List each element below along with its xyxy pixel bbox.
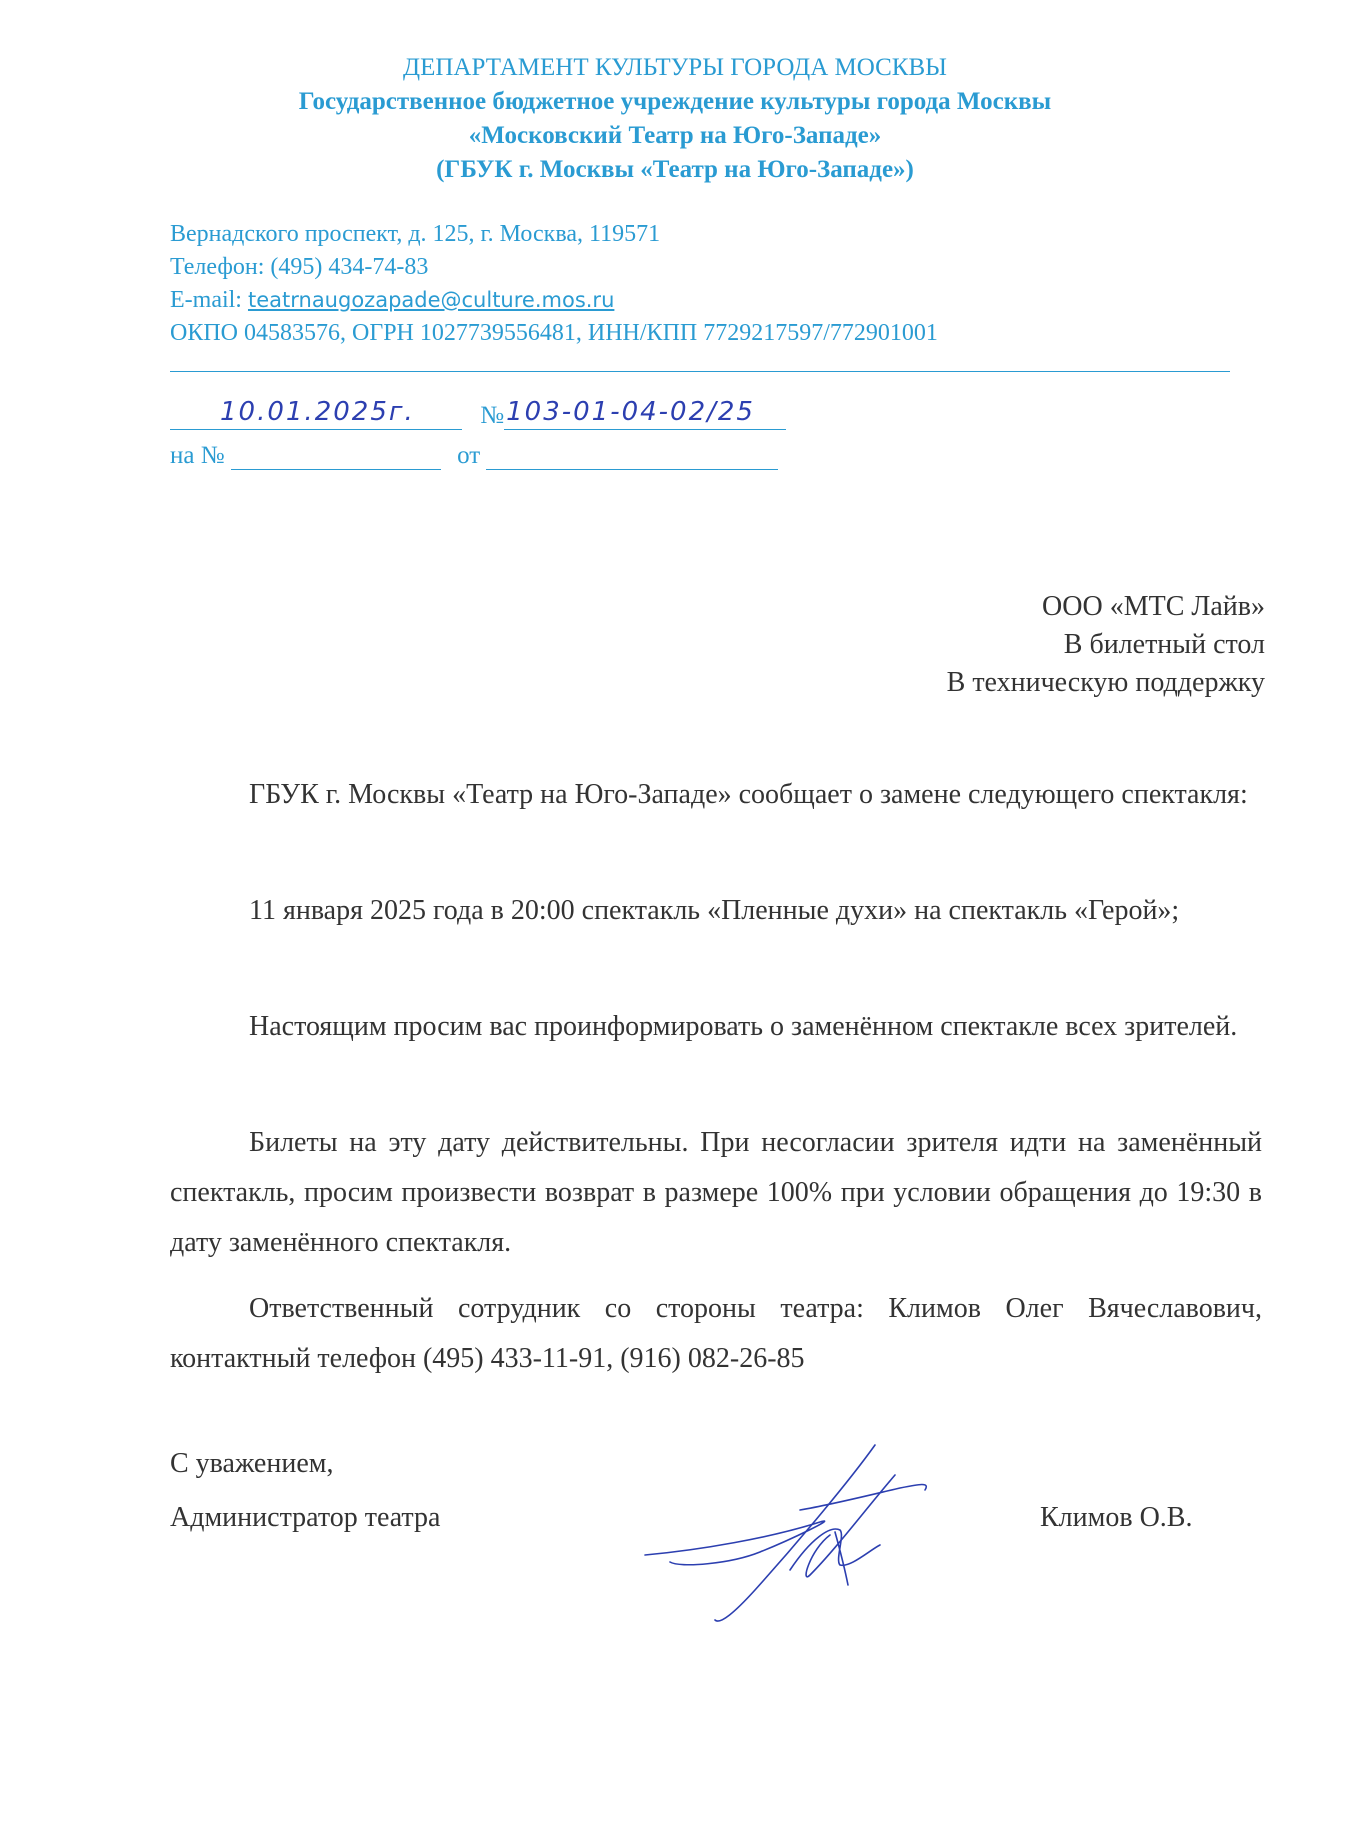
number-label: № [480, 402, 505, 429]
registry-codes: ОКПО 04583576, ОГРН 1027739556481, ИНН/КПП 7729217597/772901001 [170, 320, 938, 346]
signer-name: Климов О.В. [1040, 1502, 1193, 1533]
paragraph-2-text: 11 января 2025 года в 20:00 спектакль «Пленные духи» на спектакль «Герой»; [249, 895, 1180, 926]
addressee-company: ООО «МТС Лайв» [1042, 591, 1265, 622]
from-label: от [457, 442, 481, 469]
outgoing-reg-row [170, 397, 786, 430]
paragraph-5 [170, 1284, 1262, 1384]
org-name-line3: (ГБУК г. Москвы «Театр на Юго-Западе») [436, 156, 914, 183]
addressee-dept2: В техническую поддержку [946, 667, 1265, 698]
header-divider [170, 371, 1230, 372]
department-header: ДЕПАРТАМЕНТ КУЛЬТУРЫ ГОРОДА МОСКВЫ [403, 54, 947, 81]
phone: Телефон: (495) 434-74-83 [170, 254, 429, 280]
incoming-reg-row [170, 442, 778, 470]
handwritten-signature [640, 1440, 930, 1630]
org-name-line1: Государственное бюджетное учреждение культуры города Москвы [298, 88, 1052, 115]
paragraph-5-text: Ответственный сотрудник со стороны театра: Климов Олег Вячеславович, контактный телефон (495) 433-11-91, (916) 082-26-85 [170, 1293, 1262, 1374]
contact-block [170, 218, 938, 350]
addressee-block [947, 588, 1265, 702]
paragraph-4 [170, 1118, 1262, 1268]
signer-role: Администратор театра [170, 1502, 441, 1533]
email-row [170, 284, 938, 317]
paragraph-1-text: ГБУК г. Москвы «Театр на Юго-Западе» сообщает о замене следующего спектакля: [249, 779, 1248, 810]
handwritten-number: 103-01-04-02/25 [506, 397, 755, 427]
email-label: E-mail: [170, 287, 248, 313]
ref-label: на № [170, 442, 225, 469]
org-name-line2: «Московский Театр на Юго-Западе» [468, 122, 882, 149]
closing-greeting: С уважением, [170, 1448, 334, 1479]
paragraph-2 [170, 886, 1262, 936]
addressee-dept1: В билетный стол [1063, 629, 1265, 660]
paragraph-3-text: Настоящим просим вас проинформировать о заменённом спектакле всех зрителей. [249, 1011, 1238, 1042]
email-link[interactable]: teatrnaugozapade@culture.mos.ru [247, 288, 615, 312]
paragraph-1 [170, 770, 1262, 820]
handwritten-date: 10.01.2025г. [220, 397, 415, 427]
ref-number-field [231, 443, 441, 470]
address: Вернадского проспект, д. 125, г. Москва, 119571 [170, 221, 661, 247]
ref-date-field [486, 443, 778, 470]
number-field [504, 397, 786, 430]
date-field [170, 397, 462, 430]
paragraph-4-text: Билеты на эту дату действительны. При несогласии зрителя идти на заменённый спектакль, просим произвести возврат в размере 100% при условии обращения до 19:30 в дату заменённого спектакля. [170, 1127, 1262, 1258]
paragraph-3 [170, 1002, 1262, 1052]
